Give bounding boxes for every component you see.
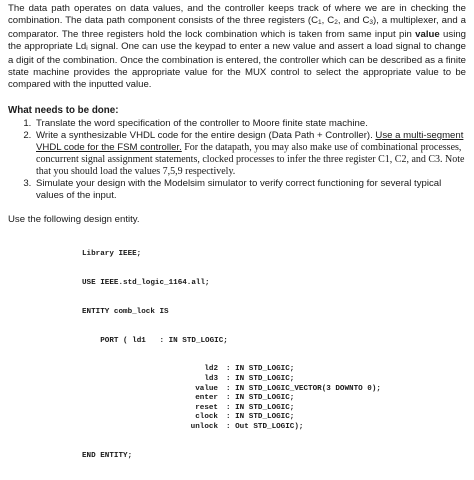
todo-item-2: [34, 130, 466, 178]
port-name: value: [195, 384, 218, 393]
todo-item-text: Simulate your design with the Modelsim simulator to verify correct functioning for several typical values of the input.: [36, 178, 442, 201]
port-name: ld3: [204, 374, 218, 383]
underlined-instruction: Use a multi-segment VHDL code for the FSM controller.: [36, 130, 464, 153]
port-type: : IN STD_LOGIC;: [226, 394, 295, 403]
port-type: : IN STD_LOGIC;: [226, 403, 295, 412]
subscript: 1: [318, 19, 322, 26]
port-list: [132, 365, 466, 432]
intro-text: using the appropriate Ld: [8, 29, 466, 52]
todo-item-3: [34, 178, 466, 202]
intro-paragraph: [8, 3, 466, 91]
intro-text: ), a multiplexer, and a comparator. The three registers hold the lock combination which is taken from same input pin: [8, 15, 466, 40]
port-name: enter: [195, 394, 218, 403]
code-line: USE IEEE.std_logic_1164.all;: [82, 278, 210, 287]
port-type: : Out STD_LOGIC);: [226, 422, 304, 431]
intro-text: signal. One can use the keypad to enter a new value and assert a load signal to change a digit of the combination. Once the combination is entered, the controller which can be described as a finite state machine provides the appropriate value for the MUX control to select the appropriate value to be compared with the inputted value.: [8, 41, 466, 90]
port-type: : IN STD_LOGIC;: [226, 413, 295, 422]
todo-heading: What needs to be done:: [8, 105, 119, 116]
bold-value-term: value: [415, 29, 440, 40]
intro-text: , and C: [337, 15, 370, 26]
vhdl-code-block: [82, 231, 466, 480]
todo-item-1: [34, 118, 466, 130]
todo-list: [8, 118, 466, 202]
port-name: reset: [195, 403, 218, 412]
todo-item-text: Write a synthesizable VHDL code for the entire design (Data Path + Controller).: [36, 130, 376, 141]
port-type: : IN STD_LOGIC;: [159, 336, 228, 345]
port-open: PORT ( ld1: [100, 336, 146, 345]
subscript: i: [86, 45, 88, 52]
subscript: 3: [369, 19, 374, 26]
port-name: clock: [195, 413, 218, 422]
port-name: unlock: [190, 422, 218, 431]
code-line-port-start: [82, 337, 466, 347]
code-line-end: END ENTITY;: [82, 451, 133, 460]
port-type: : IN STD_LOGIC;: [226, 365, 295, 374]
intro-text: , C: [321, 15, 335, 26]
subscript: 2: [334, 19, 338, 26]
port-type: : IN STD_LOGIC;: [226, 374, 295, 383]
port-type: : IN STD_LOGIC_VECTOR(3 DOWNTO 0);: [226, 384, 381, 393]
intro-text: The data path operates on data values, and the controller keeps track of where we are in checking the combination. The data path component consists of the three registers (C: [8, 3, 466, 26]
todo-item-text: For the datapath, you may also make use of combinational processes, concurrent signal assignment statements, clocked processes to infer the three register C1, C2, and C3. Note that you should load the values 7,5,9 respectively.: [36, 142, 465, 177]
todo-item-text: Translate the word specification of the controller to Moore finite state machine.: [36, 118, 368, 129]
port-name: ld2: [204, 365, 218, 374]
use-entity-text: Use the following design entity.: [8, 214, 140, 225]
code-line: Library IEEE;: [82, 250, 142, 259]
code-line: ENTITY comb_lock IS: [82, 307, 169, 316]
